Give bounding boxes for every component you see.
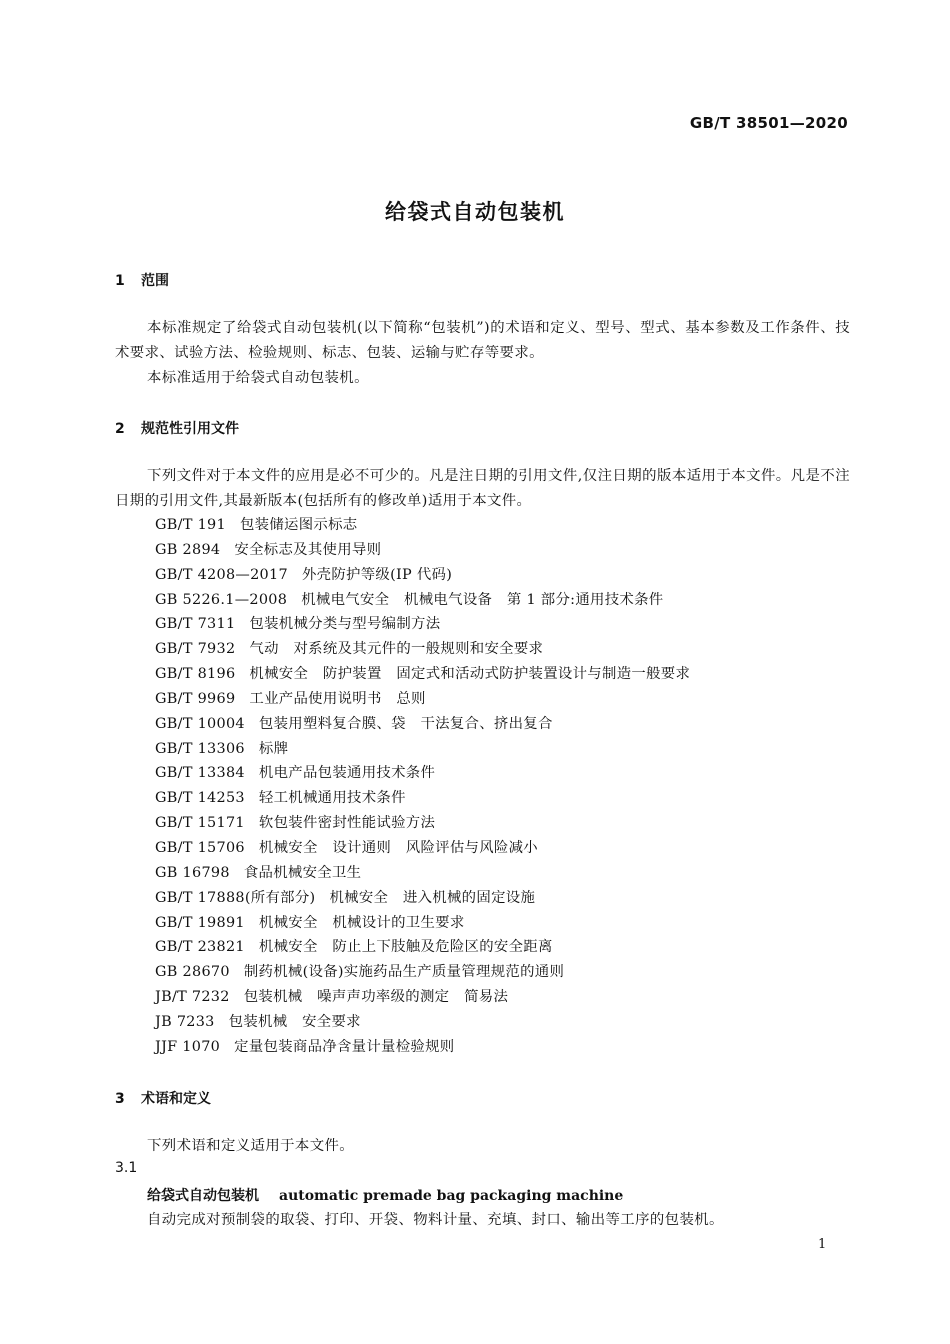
reference-item [155,786,690,811]
reference-code: JB/T 7232 [155,989,230,1006]
section-number: 1 [115,273,125,289]
reference-title: 食品机械安全卫生 [243,864,362,881]
reference-code: GB/T 17888(所有部分) [155,889,316,906]
scope-applicability: 本标准适用于给袋式自动包装机。 [147,370,369,386]
term-entry [147,1185,623,1205]
reference-code: GB/T 19891 [155,914,245,931]
reference-title: 包装机械 噪声声功率级的测定 简易法 [243,989,509,1006]
document-title: 给袋式自动包装机 [385,200,565,224]
reference-item [155,985,690,1010]
reference-code: JB 7233 [155,1013,215,1030]
reference-code: GB 28670 [155,964,230,981]
reference-title: 包装机械分类与型号编制方法 [249,616,441,633]
reference-title: 制药机械(设备)实施药品生产质量管理规范的通则 [243,964,565,981]
reference-title: 包装储运图示标志 [239,517,358,533]
reference-title: 机械安全 设计通则 风险评估与风险减小 [258,839,538,856]
section-number: 2 [115,421,125,437]
reference-item [155,737,690,762]
reference-code: GB 5226.1—2008 [155,591,288,608]
reference-item [155,1035,690,1060]
reference-title: 工业产品使用说明书 总则 [249,690,426,707]
scope-paragraph: 本标准规定了给袋式自动包装机(以下简称“包装机”)的术语和定义、型号、型式、基本参数及工作条件、技术要求、试验方法、检验规则、标志、包装、运输与贮存等要求。 [115,320,850,361]
terms-intro: 下列术语和定义适用于本文件。 [147,1138,355,1154]
reference-title: 软包装件密封性能试验方法 [258,815,436,832]
reference-item [155,960,690,985]
term-english: automatic premade bag packaging machine [279,1188,624,1204]
reference-title: 包装机械 安全要求 [228,1013,361,1030]
reference-item [155,662,690,687]
reference-code: GB 16798 [155,864,230,881]
reference-title: 外壳防护等级(IP 代码) [301,566,453,583]
reference-title: 轻工机械通用技术条件 [258,790,406,807]
reference-item [155,687,690,712]
reference-title: 机械安全 进入机械的固定设施 [329,889,536,906]
reference-title: 机电产品包装通用技术条件 [258,765,436,782]
section-heading-terms [115,1088,211,1108]
reference-code: GB/T 14253 [155,790,245,807]
section-title: 术语和定义 [141,1091,211,1107]
reference-item [155,886,690,911]
reference-code: GB/T 8196 [155,666,236,683]
reference-item [155,513,690,538]
reference-item [155,911,690,936]
reference-code: GB/T 191 [155,517,226,533]
clause-number: 3.1 [115,1160,138,1176]
page-number: 1 [818,1237,827,1252]
reference-item [155,861,690,886]
reference-item [155,588,690,613]
reference-title: 机械安全 防止上下肢触及危险区的安全距离 [258,939,553,956]
reference-code: GB/T 15171 [155,815,245,832]
reference-code: GB/T 15706 [155,839,245,856]
reference-code: GB/T 13384 [155,765,245,782]
reference-list [155,513,690,1060]
references-intro: 下列文件对于本文件的应用是必不可少的。凡是注日期的引用文件,仅注日期的版本适用于本文件。凡是不注日期的引用文件,其最新版本(包括所有的修改单)适用于本文件。 [115,468,850,509]
reference-code: GB/T 9969 [155,690,236,707]
reference-code: GB/T 4208—2017 [155,566,288,583]
term-definition: 自动完成对预制袋的取袋、打印、开袋、物料计量、充填、封口、输出等工序的包装机。 [147,1212,724,1228]
section-title: 范围 [141,273,169,289]
reference-title: 包装用塑料复合膜、袋 干法复合、挤出复合 [258,715,553,732]
reference-title: 机械安全 机械设计的卫生要求 [258,914,465,931]
reference-item [155,637,690,662]
reference-title: 安全标志及其使用导则 [234,541,382,558]
reference-item [155,538,690,563]
reference-item [155,563,690,588]
reference-item [155,1010,690,1035]
reference-item [155,712,690,737]
reference-code: GB/T 7311 [155,616,236,633]
reference-item [155,761,690,786]
reference-code: GB/T 23821 [155,939,245,956]
section-heading-normative-references [115,418,239,438]
reference-item [155,811,690,836]
reference-code: GB/T 13306 [155,740,245,757]
reference-code: GB/T 10004 [155,715,245,732]
reference-title: 机械电气安全 机械电气设备 第 1 部分:通用技术条件 [301,591,664,608]
reference-code: GB/T 7932 [155,641,236,658]
section-number: 3 [115,1091,125,1107]
reference-code: GB 2894 [155,541,221,558]
reference-code: JJF 1070 [155,1038,221,1055]
section-title: 规范性引用文件 [141,421,239,437]
reference-title: 定量包装商品净含量计量检验规则 [234,1038,455,1055]
standard-code: GB/T 38501—2020 [689,114,848,132]
reference-title: 气动 对系统及其元件的一般规则和安全要求 [249,641,544,658]
term-chinese: 给袋式自动包装机 [147,1188,259,1204]
reference-item [155,836,690,861]
reference-item [155,935,690,960]
reference-title: 标牌 [258,740,289,757]
reference-title: 机械安全 防护装置 固定式和活动式防护装置设计与制造一般要求 [249,666,691,683]
section-heading-scope [115,270,169,290]
reference-item [155,612,690,637]
